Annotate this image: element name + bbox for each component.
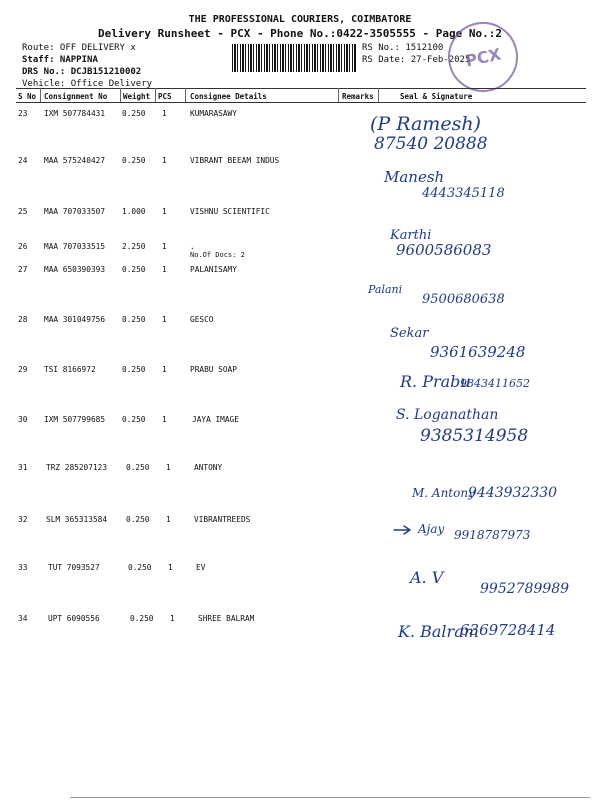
- row-weight: 0.250: [122, 265, 146, 274]
- signature-name: M. Antony: [412, 486, 475, 500]
- row-pcs: 1: [162, 265, 167, 274]
- row-pcs: 1: [162, 365, 167, 374]
- barcode-icon: [232, 44, 356, 72]
- row-consignment: TRZ 285207123: [46, 463, 108, 472]
- row-consignment: MAA 650390393: [44, 265, 106, 274]
- signature-phone: 9918787973: [454, 528, 531, 542]
- row-consignment: IXM 507784431: [44, 109, 106, 118]
- signature-name: S. Loganathan: [396, 407, 499, 423]
- signature-23: [370, 113, 488, 154]
- row-sno: 31: [18, 463, 28, 472]
- col-pcs: PCS: [158, 92, 172, 101]
- signature-phone: 9952789989: [480, 581, 570, 597]
- row-consignment: UPT 6090556: [48, 614, 100, 623]
- signature-phone: 6369728414: [460, 621, 556, 639]
- signature-phone: 9843411652: [460, 377, 530, 390]
- row-sno: 28: [18, 315, 28, 324]
- col-divider: [40, 88, 41, 102]
- col-consignee: Consignee Details: [190, 92, 267, 101]
- col-divider: [120, 88, 121, 102]
- row-consignee: PRABU SOAP: [190, 365, 237, 374]
- rs-number: RS No.: 1512100: [362, 43, 444, 53]
- row-pcs: 1: [166, 515, 171, 524]
- pcx-stamp: PCX: [441, 15, 524, 98]
- signature-29: [399, 372, 530, 391]
- row-consignment: MAA 707033507: [44, 207, 106, 216]
- signature-33: [408, 568, 569, 597]
- row-consignee: ANTONY: [194, 463, 223, 472]
- signature-name: Palani: [368, 283, 403, 296]
- row-consignee: VIBRANTREEDS: [194, 515, 251, 524]
- row-pcs: 1: [162, 109, 167, 118]
- row-sno: 23: [18, 109, 28, 118]
- row-consignment: TUT 7093527: [48, 563, 100, 572]
- signature-name: (P Ramesh): [370, 113, 481, 135]
- signature-name: Karthi: [390, 228, 432, 243]
- signature-25: [389, 228, 491, 259]
- row-sno: 32: [18, 515, 28, 524]
- row-consignee: EV: [196, 563, 206, 572]
- drs-number: DRS No.: DCJB151210002: [22, 67, 142, 77]
- row-weight: 2.250: [122, 242, 146, 251]
- arrow-mark: [394, 526, 410, 534]
- col-consignment: Consignment No: [44, 92, 108, 101]
- row-pcs: 1: [162, 207, 167, 216]
- signature-column: [360, 105, 590, 655]
- row-consignee: .: [190, 242, 195, 251]
- row-weight: 0.250: [122, 365, 146, 374]
- signature-28: [390, 326, 525, 361]
- row-sno: 29: [18, 365, 28, 374]
- col-divider: [338, 88, 339, 102]
- row-weight: 0.250: [122, 109, 146, 118]
- row-pcs: 1: [162, 242, 167, 251]
- row-sno: 27: [18, 265, 28, 274]
- vehicle-info: Vehicle: Office Delivery: [22, 79, 153, 89]
- row-weight: 0.250: [122, 156, 146, 165]
- col-divider: [185, 88, 186, 102]
- col-sno: S No: [18, 92, 37, 101]
- row-weight: 0.250: [126, 515, 150, 524]
- signature-name: Sekar: [390, 326, 429, 341]
- row-weight: 0.250: [130, 614, 154, 623]
- row-pcs: 1: [170, 614, 175, 623]
- col-divider: [155, 88, 156, 102]
- signature-name: K. Balram: [398, 622, 479, 641]
- row-weight: 0.250: [122, 415, 146, 424]
- signature-phone: 9443932330: [468, 485, 558, 501]
- row-consignment: SLM 365313584: [46, 515, 108, 524]
- row-sno: 25: [18, 207, 28, 216]
- row-weight: 1.000: [122, 207, 146, 216]
- signature-name: R. Prabu: [400, 372, 471, 391]
- header-bottom-rule: [16, 102, 586, 103]
- signature-phone: 87540 20888: [374, 134, 488, 154]
- row-consignee: GESCO: [190, 315, 214, 324]
- row-weight: 0.250: [122, 315, 146, 324]
- row-consignee: KUMARASAWY: [190, 109, 237, 118]
- row-sno: 33: [18, 563, 28, 572]
- row-consignee: VIBRANT BEEAM INDUS: [190, 156, 280, 165]
- row-weight: 0.250: [126, 463, 150, 472]
- row-consignment: TSI 8166972: [44, 365, 96, 374]
- row-consignee: PALANISAMY: [190, 265, 237, 274]
- row-pcs: 1: [162, 415, 167, 424]
- row-consignee: SHREE BALRAM: [198, 614, 255, 623]
- row-consignment: MAA 301049756: [44, 315, 106, 324]
- signature-name: Manesh: [384, 168, 445, 186]
- row-consignee: VISHNU SCIENTIFIC: [190, 207, 270, 216]
- row-pcs: 1: [162, 156, 167, 165]
- row-pcs: 1: [168, 563, 173, 572]
- row-sno: 26: [18, 242, 28, 251]
- company-title: THE PROFESSIONAL COURIERS, COIMBATORE: [188, 14, 412, 25]
- col-seal-signature: Seal & Signature: [400, 92, 473, 101]
- route-info: Route: OFF DELIVERY x: [22, 43, 136, 53]
- row-consignment: MAA 575240427: [44, 156, 106, 165]
- signature-name: Ajay: [418, 522, 445, 536]
- row-sno: 34: [18, 614, 28, 623]
- signature-phone: 9385314958: [420, 426, 529, 446]
- signature-phone: 9361639248: [430, 343, 526, 361]
- signature-27: [367, 283, 505, 307]
- row-sno: 30: [18, 415, 28, 424]
- row-consignment: MAA 707033515: [44, 242, 106, 251]
- signature-phone: 9600586083: [396, 241, 492, 259]
- row-pcs: 1: [166, 463, 171, 472]
- footer-rule: [70, 797, 590, 798]
- rs-date: RS Date: 27-Feb-2025: [362, 55, 471, 65]
- staff-info: Staff: NAPPINA: [22, 55, 98, 65]
- row-sno: 24: [18, 156, 28, 165]
- signature-34: [397, 621, 555, 641]
- row-pcs: 1: [162, 315, 167, 324]
- signature-32: [394, 522, 531, 542]
- row-weight: 0.250: [128, 563, 152, 572]
- signature-phone: 4443345118: [422, 186, 505, 201]
- header-top-rule: [16, 88, 586, 89]
- row-consignment: IXM 507799685: [44, 415, 106, 424]
- signature-name: A. V: [410, 568, 444, 587]
- row-consignee: JAYA IMAGE: [192, 415, 239, 424]
- col-divider: [378, 88, 379, 102]
- signature-31: [411, 485, 557, 501]
- signature-phone: 9500680638: [422, 292, 505, 307]
- runsheet-subtitle: Delivery Runsheet - PCX - Phone No.:0422-3505555 - Page No.:2: [98, 27, 502, 40]
- signature-24: [383, 168, 505, 201]
- col-remarks: Remarks: [342, 92, 374, 101]
- row-doc-count: No.Of Docs: 2: [190, 251, 245, 259]
- signature-30: [396, 407, 528, 446]
- col-weight: Weight: [123, 92, 151, 101]
